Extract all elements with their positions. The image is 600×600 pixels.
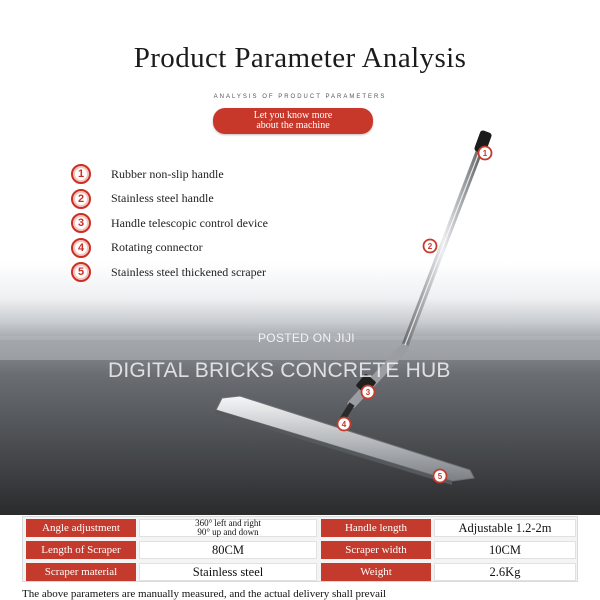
page-subtitle: ANALYSIS OF PRODUCT PARAMETERS bbox=[213, 94, 387, 100]
number-badge: 2 bbox=[71, 189, 91, 209]
spec-label: Length of Scraper bbox=[26, 541, 136, 559]
spec-value-line: 360° left and right bbox=[195, 518, 261, 528]
callout-number: 1 bbox=[482, 149, 488, 158]
parameter-item bbox=[71, 236, 371, 261]
spec-value bbox=[139, 519, 317, 537]
banner-line-2: about the machine bbox=[256, 120, 330, 131]
number-badge: 5 bbox=[71, 262, 91, 282]
posted-watermark: POSTED ON JIJI bbox=[258, 331, 355, 345]
number-badge: 3 bbox=[71, 213, 91, 233]
parameter-label: Rotating connector bbox=[111, 240, 203, 255]
callout-marker-4 bbox=[338, 418, 351, 431]
parameter-label: Rubber non-slip handle bbox=[111, 166, 224, 181]
spec-row bbox=[23, 517, 579, 539]
disclaimer-text: The above parameters are manually measured, and the actual delivery shall prevail bbox=[22, 588, 387, 600]
callout-marker-3 bbox=[362, 386, 375, 399]
parameter-label: Stainless steel handle bbox=[111, 191, 214, 206]
spec-value: 10CM bbox=[434, 541, 576, 559]
spec-row bbox=[23, 561, 579, 583]
spec-value: Stainless steel bbox=[139, 563, 317, 581]
parameter-list bbox=[71, 162, 371, 285]
spec-table bbox=[22, 516, 578, 582]
seller-watermark: DIGITAL BRICKS CONCRETE HUB bbox=[108, 359, 451, 382]
callout-marker-2 bbox=[424, 240, 437, 253]
parameter-label: Handle telescopic control device bbox=[111, 215, 268, 230]
callout-marker-5 bbox=[434, 470, 447, 483]
callout-number: 5 bbox=[437, 472, 443, 481]
banner-line-1: Let you know more bbox=[253, 110, 333, 121]
spec-label: Scraper material bbox=[26, 563, 136, 581]
parameter-item bbox=[71, 260, 371, 285]
number-badge: 4 bbox=[71, 238, 91, 258]
spec-row bbox=[23, 539, 579, 561]
spec-value: Adjustable 1.2-2m bbox=[434, 519, 576, 537]
callout-number: 3 bbox=[365, 388, 371, 397]
spec-label: Scraper width bbox=[321, 541, 431, 559]
parameter-item bbox=[71, 162, 371, 187]
page-title: Product Parameter Analysis bbox=[133, 42, 467, 74]
callout-number: 4 bbox=[341, 420, 347, 429]
spec-label: Handle length bbox=[321, 519, 431, 537]
spec-value: 80CM bbox=[139, 541, 317, 559]
parameter-label: Stainless steel thickened scraper bbox=[111, 264, 266, 279]
number-badge: 1 bbox=[71, 164, 91, 184]
spec-value-line: 90° up and down bbox=[197, 527, 259, 537]
spec-value: 2.6Kg bbox=[434, 563, 576, 581]
parameter-item bbox=[71, 187, 371, 212]
spec-label: Weight bbox=[321, 563, 431, 581]
spec-label: Angle adjustment bbox=[26, 519, 136, 537]
parameter-item bbox=[71, 211, 371, 236]
callout-number: 2 bbox=[427, 242, 433, 251]
callout-marker-1 bbox=[479, 147, 492, 160]
